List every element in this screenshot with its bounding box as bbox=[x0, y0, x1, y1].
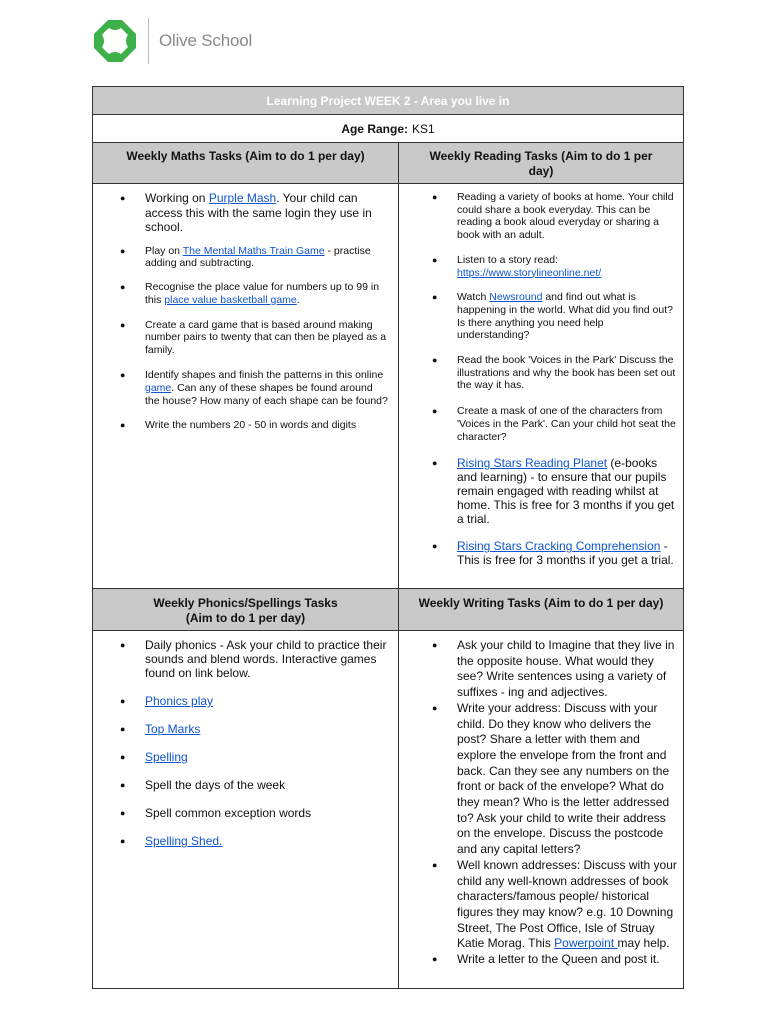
reading-task-item bbox=[399, 456, 683, 526]
phonics-tasks bbox=[93, 631, 399, 988]
task-text: Listen to a story read: bbox=[457, 253, 558, 266]
school-logo bbox=[92, 18, 252, 64]
task-text: Identify shapes and finish the patterns in this online bbox=[145, 369, 384, 382]
phonics-task-item bbox=[93, 778, 398, 792]
task-text: . Can any of these shapes be found around the house? How many of each shape can be found? bbox=[145, 381, 388, 407]
bullet-icon: ● bbox=[120, 370, 126, 381]
task-link[interactable]: Spelling Shed. bbox=[145, 834, 223, 848]
bullet-icon: ● bbox=[120, 245, 126, 256]
writing-task-item bbox=[399, 858, 683, 952]
age-range-label: Age Range: bbox=[341, 121, 408, 136]
bullet-icon: ● bbox=[432, 541, 438, 552]
age-range-row bbox=[93, 115, 683, 143]
task-text: Read the book 'Voices in the Park' Discuss the illustrations and why the book has been set out the way it has. bbox=[457, 354, 676, 392]
bullet-icon: ● bbox=[120, 836, 126, 846]
task-text: Ask your child to Imagine that they live in the opposite house. What would they see? Write sentences using a variety of suffixes - ing and adjectives. bbox=[457, 638, 675, 700]
reading-task-item bbox=[399, 539, 683, 567]
maths-task-item bbox=[93, 419, 398, 432]
bullet-icon: ● bbox=[432, 406, 438, 417]
maths-task-item bbox=[93, 281, 398, 307]
reading-task-item bbox=[399, 291, 683, 342]
reading-task-item bbox=[399, 405, 683, 443]
maths-task-item bbox=[93, 191, 398, 235]
task-link[interactable]: https://www.storylineonline.net/ bbox=[457, 266, 602, 279]
task-text: . Your child can access this with the same login they use in school. bbox=[145, 191, 372, 234]
phonics-task-item bbox=[93, 750, 398, 764]
task-link[interactable]: place value basketball game bbox=[164, 293, 297, 306]
writing-header: Weekly Writing Tasks (Aim to do 1 per day) bbox=[399, 589, 683, 631]
task-text: Write a letter to the Queen and post it. bbox=[457, 952, 660, 967]
task-text: Working on bbox=[145, 191, 209, 205]
task-text: Play on bbox=[145, 244, 183, 257]
maths-task-item bbox=[93, 245, 398, 271]
maths-header: Weekly Maths Tasks (Aim to do 1 per day) bbox=[93, 143, 399, 184]
bullet-icon: ● bbox=[432, 859, 438, 870]
bullet-icon: ● bbox=[120, 752, 126, 762]
bullet-icon: ● bbox=[432, 254, 438, 265]
bullet-icon: ● bbox=[432, 702, 438, 713]
bullet-icon: ● bbox=[120, 319, 126, 330]
task-link[interactable]: Rising Stars Reading Planet bbox=[457, 456, 608, 471]
bullet-icon: ● bbox=[432, 954, 438, 965]
task-link[interactable]: Spelling bbox=[145, 750, 188, 764]
task-link[interactable]: Top Marks bbox=[145, 722, 201, 736]
phonics-header: Weekly Phonics/Spellings Tasks (Aim to do 1 per day) bbox=[93, 589, 399, 631]
maths-task-item bbox=[93, 369, 398, 407]
bullet-icon: ● bbox=[432, 292, 438, 303]
bullet-icon: ● bbox=[120, 420, 126, 431]
task-link[interactable]: game bbox=[145, 381, 172, 394]
task-text: Spell the days of the week bbox=[145, 778, 286, 792]
bullet-icon: ● bbox=[120, 724, 126, 734]
bullet-icon: ● bbox=[120, 282, 126, 293]
task-link[interactable]: Rising Stars Cracking Comprehension bbox=[457, 539, 661, 554]
task-link[interactable]: The Mental Maths Train Game bbox=[182, 244, 325, 257]
task-link[interactable]: Purple Mash bbox=[208, 191, 277, 205]
task-text: Create a mask of one of the characters from 'Voices in the Park'. Can your child hot seat the character? bbox=[457, 405, 676, 443]
task-link[interactable]: Phonics play bbox=[145, 694, 214, 708]
reading-task-item bbox=[399, 254, 683, 279]
reading-tasks bbox=[399, 184, 683, 589]
task-text: Spell common exception words bbox=[145, 806, 312, 820]
bullet-icon: ● bbox=[120, 808, 126, 818]
bullet-icon: ● bbox=[432, 640, 438, 650]
task-text: (e-books and learning) - to ensure that our pupils remain engaged with reading whilst at home. This is free for 3 months if you get a trial. bbox=[457, 456, 675, 527]
writing-task-item bbox=[399, 952, 683, 968]
logo-divider bbox=[148, 18, 149, 64]
task-text: - practise adding and subtracting. bbox=[145, 244, 371, 270]
reading-task-list bbox=[399, 191, 683, 567]
age-range-value: KS1 bbox=[412, 121, 435, 136]
task-text: Well known addresses: Discuss with your child any well-known addresses of book characters/famous people/ historical figures they may know? e.g. 10 Downing Street, The Post Office, Isle of Struay Katie Morag. This bbox=[457, 857, 677, 951]
task-text: Write your address: Discuss with your child. Do they know who delivers the post? Share a letter with them and explore the envelope from the front and back. Can they see any numbers on the front or back of the envelope? What do they mean? Who is the letter addressed to? Ask your child to write their address on the envelope. Discuss the postcode and any capital letters? bbox=[457, 700, 670, 857]
maths-task-list bbox=[93, 191, 398, 432]
task-text: Reading a variety of books at home. Your child could share a book everyday. This can be reading a book aloud everyday or sharing a book with an adult. bbox=[457, 191, 674, 242]
school-name: Olive School bbox=[159, 31, 253, 50]
reading-header: Weekly Reading Tasks (Aim to do 1 per day) bbox=[399, 143, 683, 184]
phonics-task-list bbox=[93, 638, 398, 848]
phonics-task-item bbox=[93, 638, 398, 680]
bullet-icon: ● bbox=[432, 192, 438, 202]
phonics-task-item bbox=[93, 834, 398, 848]
task-text: Create a card game that is based around making number pairs to twenty that can then be played as a family. bbox=[145, 318, 387, 357]
phonics-task-item bbox=[93, 722, 398, 736]
project-title: Learning Project WEEK 2 - Area you live in bbox=[93, 87, 683, 115]
writing-task-list bbox=[399, 638, 683, 968]
bullet-icon: ● bbox=[120, 696, 126, 706]
task-text: may help. bbox=[617, 936, 670, 951]
bullet-icon: ● bbox=[432, 458, 438, 469]
task-text: Write the numbers 20 - 50 in words and digits bbox=[145, 419, 357, 432]
task-text: Watch bbox=[457, 291, 490, 304]
bullet-icon: ● bbox=[432, 355, 438, 366]
olive-school-logo-icon bbox=[92, 18, 138, 64]
task-text: and find out what is happening in the world. What did you find out? Is there anything you need help understanding? bbox=[457, 291, 673, 342]
task-link[interactable]: Newsround bbox=[489, 291, 543, 304]
bullet-icon: ● bbox=[120, 193, 126, 203]
writing-tasks bbox=[399, 631, 683, 988]
bullet-icon: ● bbox=[120, 640, 126, 650]
phonics-task-item bbox=[93, 694, 398, 708]
reading-task-item bbox=[399, 191, 683, 242]
writing-task-item bbox=[399, 638, 683, 701]
maths-task-item bbox=[93, 319, 398, 357]
reading-task-item bbox=[399, 354, 683, 392]
writing-task-item bbox=[399, 701, 683, 858]
learning-project-table bbox=[92, 86, 684, 989]
task-text: Daily phonics - Ask your child to practice their sounds and blend words. Interactive games found on link below. bbox=[145, 638, 387, 680]
phonics-task-item bbox=[93, 806, 398, 820]
bullet-icon: ● bbox=[120, 780, 126, 790]
task-link[interactable]: Powerpoint bbox=[554, 936, 618, 951]
maths-tasks bbox=[93, 184, 399, 589]
task-text: Recognise the place value for numbers up to 99 in this bbox=[145, 281, 380, 306]
task-text: - This is free for 3 months if you get a trial. bbox=[457, 539, 674, 568]
task-text: . bbox=[296, 293, 300, 306]
